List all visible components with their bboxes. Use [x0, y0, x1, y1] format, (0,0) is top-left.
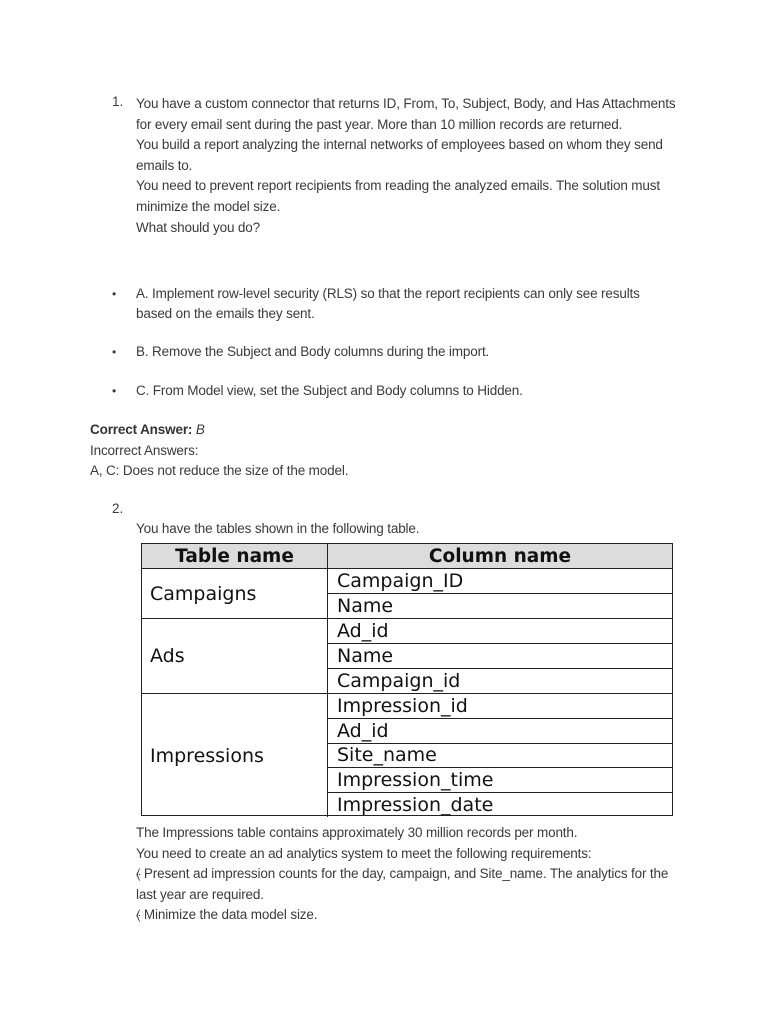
column-name-cell: Impression_time	[328, 768, 672, 793]
correct-answer-label: Correct Answer:	[90, 422, 193, 437]
requirement-item: ⦑ Present ad impression counts for the day, campaign, and Site_name. The analytics for the last year are required.	[136, 866, 669, 902]
answer-block	[90, 420, 348, 482]
column-list	[328, 619, 672, 694]
question-1-text	[136, 94, 681, 238]
tables-table	[141, 543, 673, 816]
bullet-icon: •	[112, 384, 117, 398]
column-name-cell: Campaign_id	[337, 670, 461, 692]
column-name-cell: Ad_id	[328, 619, 672, 644]
table-name-cell: Ads	[142, 619, 328, 694]
table-name-cell: Impressions	[142, 694, 328, 817]
requirement-item: ⦑ Minimize the data model size.	[136, 907, 318, 923]
question-1-number: 1.	[112, 94, 124, 109]
question-1-paragraph: You have a custom connector that returns ID, From, To, Subject, Body, and Has Attachments for every email sent during the past year. More than 10 million records are returned.	[136, 96, 676, 132]
column-name-cell: Impression_date	[337, 794, 494, 817]
question-1-paragraph: You need to prevent report recipients from reading the analyzed emails. The solution must minimize the model size.	[136, 178, 660, 214]
column-name-cell: Impression_id	[328, 694, 672, 719]
table-header-column-name: Column name	[328, 544, 672, 569]
column-name-cell: Name	[337, 595, 394, 617]
question-2-paragraph: The Impressions table contains approximately 30 million records per month.	[136, 825, 578, 840]
column-list	[328, 694, 672, 817]
column-name-cell: Campaign_ID	[328, 569, 672, 594]
question-1-paragraph: You build a report analyzing the internal networks of employees based on whom they send emails to.	[136, 137, 663, 173]
column-name-cell: Site_name	[328, 744, 672, 769]
column-name-cell: Name	[328, 644, 672, 669]
bullet-icon: •	[112, 287, 117, 301]
correct-answer-line	[90, 420, 348, 441]
question-2-text	[136, 823, 676, 926]
incorrect-answers-text: A, C: Does not reduce the size of the model.	[90, 463, 349, 478]
incorrect-answers-label: Incorrect Answers:	[90, 442, 199, 458]
correct-answer-value: B	[195, 422, 205, 437]
bullet-icon: •	[112, 345, 117, 359]
question-1-paragraph: What should you do?	[136, 219, 260, 235]
column-list	[328, 569, 672, 619]
question-2-paragraph: You need to create an ad analytics system to meet the following requirements:	[136, 845, 592, 861]
option-c-text: C. From Model view, set the Subject and Body columns to Hidden.	[136, 383, 523, 398]
option-a-text: A. Implement row-level security (RLS) so that the report recipients can only see results based on the emails they sent.	[136, 286, 640, 321]
table-name-cell: Campaigns	[142, 569, 328, 619]
table-header-table-name: Table name	[142, 544, 328, 569]
question-2-intro: You have the tables shown in the following table.	[136, 521, 420, 536]
question-2-number: 2.	[112, 501, 124, 516]
column-name-cell: Ad_id	[328, 719, 672, 744]
option-b-text: B. Remove the Subject and Body columns during the import.	[136, 344, 490, 359]
